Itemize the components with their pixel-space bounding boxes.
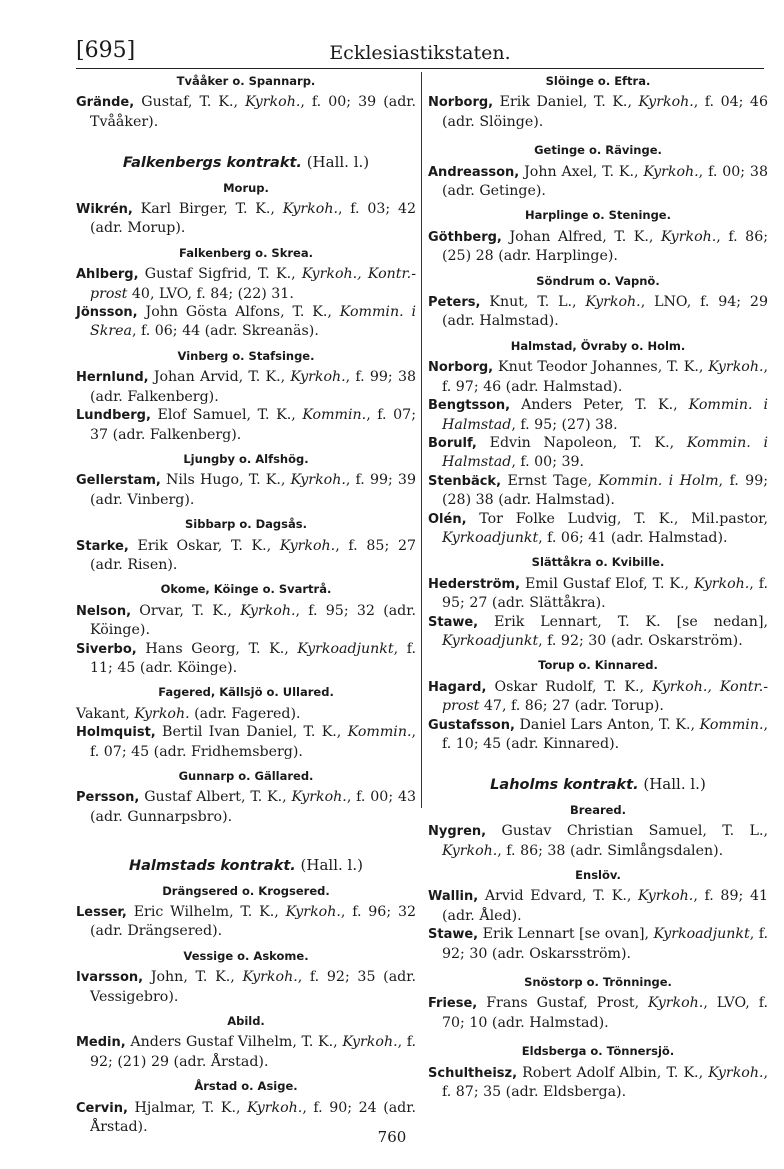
entry-text: 47, f. 86; 27 (adr. Torup). <box>479 698 664 715</box>
parish-heading: Snöstorp o. Trönninge. <box>524 975 672 990</box>
surname: Stawe, <box>428 614 479 630</box>
clergy-entry <box>76 968 416 1006</box>
entry-text: Anders Peter, T. K., <box>521 397 689 414</box>
entry-title: Kyrkoh. <box>247 1099 303 1116</box>
entry-title: Kyrkoh. <box>442 842 498 859</box>
page-header <box>76 38 764 69</box>
kontrakt-region: (Hall. l.) <box>301 153 370 172</box>
entry-title: Kyrkoh. <box>638 888 694 905</box>
entry-text: Emil Gustaf Elof, T. K., <box>524 575 694 592</box>
parish-heading: Tvååker o. Spannarp. <box>176 74 316 88</box>
parish-heading: Breared. <box>569 802 627 817</box>
kontrakt-title: Halmstads kontrakt. <box>129 858 296 875</box>
entry-title: Kommin. <box>302 407 367 424</box>
clergy-entry <box>76 602 416 640</box>
parish-heading: Ljungby o. Alfshög. <box>183 451 309 466</box>
running-title: Ecklesiastikstaten. <box>329 42 511 64</box>
parish-heading: Årstad o. Asige. <box>194 1079 298 1094</box>
entry-text: Bertil Ivan Daniel, T. K., <box>162 724 348 741</box>
entry-text: Knut Teodor Johannes, T. K., <box>497 359 709 376</box>
entry-text: Johan Alfred, T. K., <box>509 228 661 245</box>
clergy-entry <box>428 822 768 860</box>
entry-text: Elof Samuel, T. K., <box>157 407 303 424</box>
entry-text: , f. 95; (27) 38. <box>511 416 618 433</box>
entry-text: , f. 03; 42 (adr. Morup). <box>90 201 416 237</box>
kontrakt-region: (Hall. l.) <box>295 856 363 875</box>
entry-text: , f. 85; 27 (adr. Risen). <box>90 537 416 573</box>
clergy-entry <box>76 640 416 678</box>
entry-text: , f. 86; 38 (adr. Simlångsdalen). <box>497 842 724 859</box>
clergy-entry <box>428 434 768 472</box>
kontrakt-heading <box>428 775 768 794</box>
parish-heading: Gunnarp o. Gällared. <box>178 769 314 783</box>
entry-text: Arvid Edvard, T. K., <box>484 888 639 905</box>
kontrakt-title: Falkenbergs kontrakt. <box>122 155 302 172</box>
entry-text: (adr. Fagered). <box>189 705 301 722</box>
entry-title: Kyrkoh. <box>638 94 694 111</box>
parish-heading: Vinberg o. Stafsinge. <box>177 348 315 363</box>
entry-text: Nils Hugo, T. K., <box>166 472 291 489</box>
entry-title: Kyrkoadjunkt <box>442 529 539 546</box>
surname: Lesser, <box>76 905 127 921</box>
surname: Friese, <box>428 996 478 1012</box>
surname: Starke, <box>76 538 129 554</box>
entry-text: Daniel Lars Anton, T. K., <box>519 716 700 733</box>
surname: Ahlberg, <box>76 267 139 283</box>
surname: Nygren, <box>428 824 487 840</box>
entry-text: , LVO, f. 70; 10 (adr. Halmstad). <box>442 995 769 1031</box>
surname: Lundberg, <box>76 408 151 424</box>
entry-title: Kyrkoh. <box>660 228 717 245</box>
parish-heading: Slättåkra o. Kvibille. <box>531 555 665 570</box>
surname: Göthberg, <box>428 229 502 245</box>
entry-text: , f. 10; 45 (adr. Kinnared). <box>442 716 768 752</box>
surname: Siverbo, <box>76 641 137 657</box>
entry-text: Tor Folke Ludvig, T. K., Mil.pastor, <box>479 510 768 527</box>
entry-text: Erik Oskar, T. K., <box>137 537 280 554</box>
entry-text: John Gösta Alfons, T. K., <box>145 304 340 321</box>
entry-text: , f. 00; 39. <box>511 454 585 471</box>
clergy-entry <box>428 396 768 434</box>
entry-text: Erik Lennart [se ovan], <box>482 926 654 943</box>
clergy-entry <box>428 163 768 201</box>
entry-title: Kyrkoh., Kontr.-prost <box>90 266 416 302</box>
entry-text: , f. 00; 43 (adr. Gunnarpsbro). <box>90 789 417 825</box>
clergy-entry <box>428 228 768 266</box>
clergy-entry <box>76 200 416 238</box>
clergy-entry <box>76 406 416 444</box>
parish-heading: Fagered, Källsjö o. Ullared. <box>158 685 334 700</box>
clergy-entry <box>76 903 416 941</box>
entry-title: Kyrkoh. <box>291 789 347 806</box>
surname: Schultheisz, <box>428 1065 518 1081</box>
entry-title: Kyrkoh. <box>279 537 336 554</box>
entry-text: , f. 07; 37 (adr. Falkenberg). <box>90 407 416 443</box>
entry-title: Kyrkoh. <box>290 472 346 489</box>
clergy-entry <box>428 716 768 754</box>
clergy-entry <box>76 368 416 406</box>
entry-text: , LNO, f. 94; 29 (adr. Halmstad). <box>442 294 768 330</box>
clergy-entry <box>76 303 416 341</box>
entry-text: Vakant, <box>76 705 135 722</box>
clergy-entry <box>428 575 768 613</box>
entry-title: Kommin. i Skrea <box>90 304 416 340</box>
parish-heading: Harplinge o. Steninge. <box>525 208 671 223</box>
surname: Wallin, <box>428 889 479 905</box>
entry-title: Kommin. i Holm <box>598 472 719 489</box>
entry-text: , f. 00; 38 (adr. Getinge). <box>442 163 768 200</box>
entry-text: , f. 92; 35 (adr. Vessigebro). <box>90 969 416 1005</box>
entry-text: , f. 95; 32 (adr. Köinge). <box>90 602 416 639</box>
surname: Hederström, <box>428 576 521 592</box>
entry-title: Kyrkoadjunkt <box>442 632 539 649</box>
clergy-entry <box>76 537 416 575</box>
page-number: [695] <box>76 38 136 63</box>
entry-title: Kyrkoh. <box>245 94 301 111</box>
entry-title: Kyrkoh. <box>694 575 750 592</box>
surname: Nelson, <box>76 603 132 619</box>
entry-title: Kyrkoh. <box>643 163 699 180</box>
surname: Holmquist, <box>76 725 156 741</box>
surname: Stenbäck, <box>428 473 502 489</box>
clergy-entry <box>428 613 768 651</box>
entry-text: , f. 95; 27 (adr. Slättåkra). <box>442 575 768 612</box>
surname: Stawe, <box>428 927 479 943</box>
entry-text: , f. 06; 41 (adr. Halmstad). <box>538 529 728 546</box>
surname: Hernlund, <box>76 370 149 386</box>
folio-number: 760 <box>377 1128 407 1146</box>
entry-title: Kyrkoadjunkt <box>653 926 750 943</box>
entry-text: Eric Wilhelm, T. K., <box>133 904 286 921</box>
entry-text: , f. 99; 38 (adr. Falkenberg). <box>90 369 416 405</box>
kontrakt-heading <box>76 856 416 875</box>
surname: Norborg, <box>428 360 494 376</box>
surname: Gellerstam, <box>76 473 161 489</box>
clergy-entry <box>428 887 768 925</box>
kontrakt-region: (Hall. l.) <box>638 775 706 794</box>
clergy-entry <box>76 471 416 509</box>
entry-title: Kyrkoh. <box>708 359 764 376</box>
entry-title: Kyrkoh. <box>285 904 341 921</box>
clergy-entry <box>428 994 768 1032</box>
kontrakt-title: Laholms kontrakt. <box>490 777 639 794</box>
entry-title: Kyrkoadjunkt <box>297 640 394 657</box>
entry-text: , f. 99; (28) 38 (adr. Halmstad). <box>442 472 768 509</box>
entry-text: Karl Birger, T. K., <box>140 201 283 218</box>
entry-text: Orvar, T. K., <box>139 602 241 619</box>
clergy-entry <box>76 788 416 826</box>
surname: Borulf, <box>428 435 477 451</box>
surname: Cervin, <box>76 1100 128 1116</box>
entry-text: Gustaf Sigfrid, T. K., <box>144 266 302 283</box>
kontrakt-heading <box>76 153 416 172</box>
clergy-entry <box>76 265 416 303</box>
entry-title: Kommin. i Halmstad <box>442 434 768 471</box>
entry-text: , f. 86; (25) 28 (adr. Harplinge). <box>442 228 768 265</box>
clergy-entry <box>76 723 416 761</box>
right-column <box>428 72 768 1102</box>
parish-heading: Slöinge o. Eftra. <box>545 74 651 88</box>
parish-heading: Okome, Köinge o. Svartrå. <box>160 582 332 597</box>
surname: Andreasson, <box>428 164 520 180</box>
entry-title: Kommin. <box>699 716 764 733</box>
entry-text: Hans Georg, T. K., <box>145 640 298 657</box>
parish-heading: Enslöv. <box>575 868 621 883</box>
entry-title: Kommin. i Halmstad <box>442 397 768 433</box>
entry-title: Kyrkoh. <box>290 369 346 386</box>
parish-heading: Vessige o. Askome. <box>183 948 309 963</box>
entry-text: Knut, T. L., <box>489 294 586 311</box>
entry-text: Gustaf Albert, T. K., <box>144 789 292 806</box>
entry-title: Kyrkoh. <box>648 995 704 1012</box>
clergy-entry <box>428 93 768 131</box>
entry-title: Kommin. <box>347 724 412 741</box>
entry-text: , f. 90; 24 (adr. Årstad). <box>90 1099 416 1136</box>
entry-text: , f. 00; 39 (adr. Tvååker). <box>90 94 417 130</box>
parish-heading: Drängsered o. Krogsered. <box>162 883 330 898</box>
entry-text: Johan Arvid, T. K., <box>153 369 291 386</box>
parish-heading: Torup o. Kinnared. <box>538 658 658 673</box>
entry-text: Edvin Napoleon, T. K., <box>489 434 687 451</box>
entry-text: Anders Gustaf Vilhelm, T. K., <box>130 1034 343 1051</box>
surname: Wikrén, <box>76 202 133 218</box>
entry-title: Kyrkoh. <box>240 602 296 619</box>
column-divider <box>421 72 422 808</box>
entry-text: , f. 89; 41 (adr. Åled). <box>442 888 768 924</box>
entry-text: Gustav Christian Samuel, T. L., <box>501 823 768 840</box>
entry-text: , f. 06; 44 (adr. Skreanäs). <box>131 323 319 340</box>
entry-text: Oskar Rudolf, T. K., <box>494 678 653 695</box>
clergy-entry <box>428 358 768 396</box>
clergy-entry <box>76 1033 416 1071</box>
clergy-entry <box>428 510 768 548</box>
surname: Persson, <box>76 790 140 806</box>
entry-text: Robert Adolf Albin, T. K., <box>522 1064 709 1081</box>
surname: Gustafsson, <box>428 717 515 733</box>
parish-heading: Morup. <box>223 180 269 195</box>
clergy-entry <box>428 293 768 331</box>
parish-heading: Falkenberg o. Skrea. <box>179 245 313 260</box>
parish-heading: Getinge o. Rävinge. <box>534 143 662 158</box>
entry-text: , f. 92; (21) 29 (adr. Årstad). <box>90 1034 417 1070</box>
clergy-entry <box>428 925 768 963</box>
entry-title: Kyrkoh. <box>242 969 298 986</box>
entry-text: , f. 87; 35 (adr. Eldsberga). <box>442 1064 769 1101</box>
entry-text: , f. 97; 46 (adr. Halmstad). <box>442 359 768 395</box>
parish-heading: Sibbarp o. Dagsås. <box>185 517 307 532</box>
entry-title: Kyrkoh., Kontr.-prost <box>442 678 769 715</box>
surname: Grände, <box>76 95 135 111</box>
surname: Peters, <box>428 295 481 311</box>
entry-text: , f. 07; 45 (adr. Fridhemsberg). <box>90 724 416 760</box>
parish-heading: Abild. <box>227 1014 265 1029</box>
entry-text: , f. 11; 45 (adr. Köinge). <box>90 640 416 676</box>
surname: Ivarsson, <box>76 970 144 986</box>
entry-text: Frans Gustaf, Prost, <box>486 995 649 1012</box>
entry-title: Kyrkoh. <box>585 294 641 311</box>
clergy-entry <box>428 1064 768 1102</box>
entry-text: , f. 92; 30 (adr. Oskarsström). <box>442 926 768 962</box>
entry-text: , f. 92; 30 (adr. Oskarström). <box>538 632 743 649</box>
surname: Olén, <box>428 511 467 527</box>
surname: Bengtsson, <box>428 398 511 414</box>
entry-title: Kyrkoh. <box>708 1064 764 1081</box>
entry-text: Hjalmar, T. K., <box>134 1099 248 1116</box>
entry-title: Kyrkoh. <box>134 705 190 722</box>
surname: Jönsson, <box>76 305 138 321</box>
surname: Hagard, <box>428 679 487 695</box>
clergy-entry <box>428 472 768 510</box>
entry-text: 40, LVO, f. 84; (22) 31. <box>127 285 294 302</box>
entry-title: Kyrkoh. <box>342 1034 398 1051</box>
parish-heading: Halmstad, Övraby o. Holm. <box>510 338 686 353</box>
clergy-entry <box>76 93 416 131</box>
clergy-entry <box>76 705 416 723</box>
entry-text: , f. 96; 32 (adr. Drängsered). <box>90 904 417 940</box>
clergy-entry <box>428 678 768 716</box>
left-column <box>76 72 416 1137</box>
entry-text: John Axel, T. K., <box>524 163 644 180</box>
surname: Medin, <box>76 1035 126 1051</box>
entry-text: Ernst Tage, <box>507 472 599 489</box>
parish-heading: Söndrum o. Vapnö. <box>536 273 660 288</box>
entry-text: Gustaf, T. K., <box>141 94 246 111</box>
parish-heading: Eldsberga o. Tönnersjö. <box>521 1044 675 1059</box>
entry-text: John, T. K., <box>150 969 243 986</box>
entry-text: Erik Daniel, T. K., <box>499 94 639 111</box>
surname: Norborg, <box>428 95 494 111</box>
entry-text: , f. 04; 46 (adr. Slöinge). <box>442 94 768 130</box>
entry-title: Kyrkoh. <box>282 201 338 218</box>
entry-text: Erik Lennart, T. K. [se nedan], <box>494 613 768 630</box>
entry-text: , f. 99; 39 (adr. Vinberg). <box>90 472 416 508</box>
